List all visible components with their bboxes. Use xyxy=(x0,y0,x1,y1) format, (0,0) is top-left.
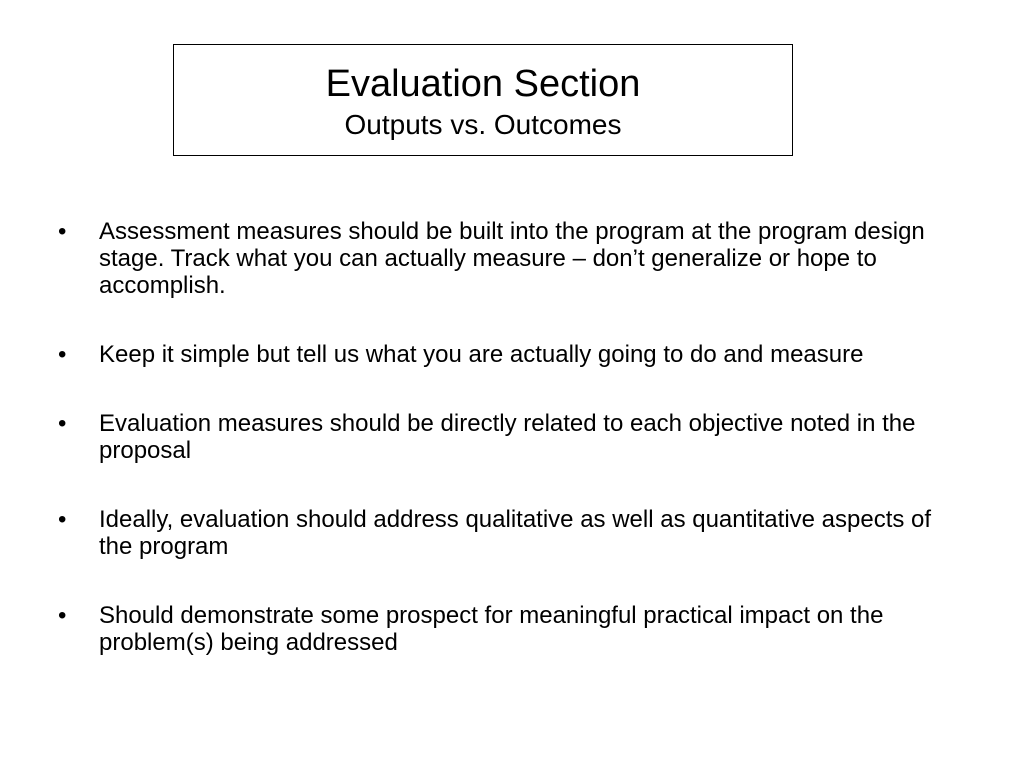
bullet-item xyxy=(58,602,958,656)
bullet-list xyxy=(58,218,958,656)
slide-subtitle: Outputs vs. Outcomes xyxy=(344,109,622,140)
bullet-text: Keep it simple but tell us what you are actually going to do and measure xyxy=(99,341,864,368)
bullet-item xyxy=(58,341,958,368)
bullet-text: Assessment measures should be built into the program at the program design stage. Track what you can actually measure – don’t generalize or hope to accomplish. xyxy=(99,218,925,299)
bullet-icon: • xyxy=(58,602,67,629)
bullet-text: Evaluation measures should be directly related to each objective noted in the proposal xyxy=(99,410,916,464)
slide-title: Evaluation Section xyxy=(325,63,641,105)
bullet-icon: • xyxy=(58,506,67,533)
bullet-item xyxy=(58,410,958,464)
bullet-item xyxy=(58,218,958,299)
title-box xyxy=(173,44,793,156)
bullet-text: Should demonstrate some prospect for meaningful practical impact on the problem(s) being addressed xyxy=(99,602,884,656)
bullet-text: Ideally, evaluation should address qualitative as well as quantitative aspects of the program xyxy=(99,506,932,560)
bullet-item xyxy=(58,506,958,560)
bullet-icon: • xyxy=(58,218,67,245)
bullet-icon: • xyxy=(58,410,67,437)
bullet-icon: • xyxy=(58,341,67,368)
